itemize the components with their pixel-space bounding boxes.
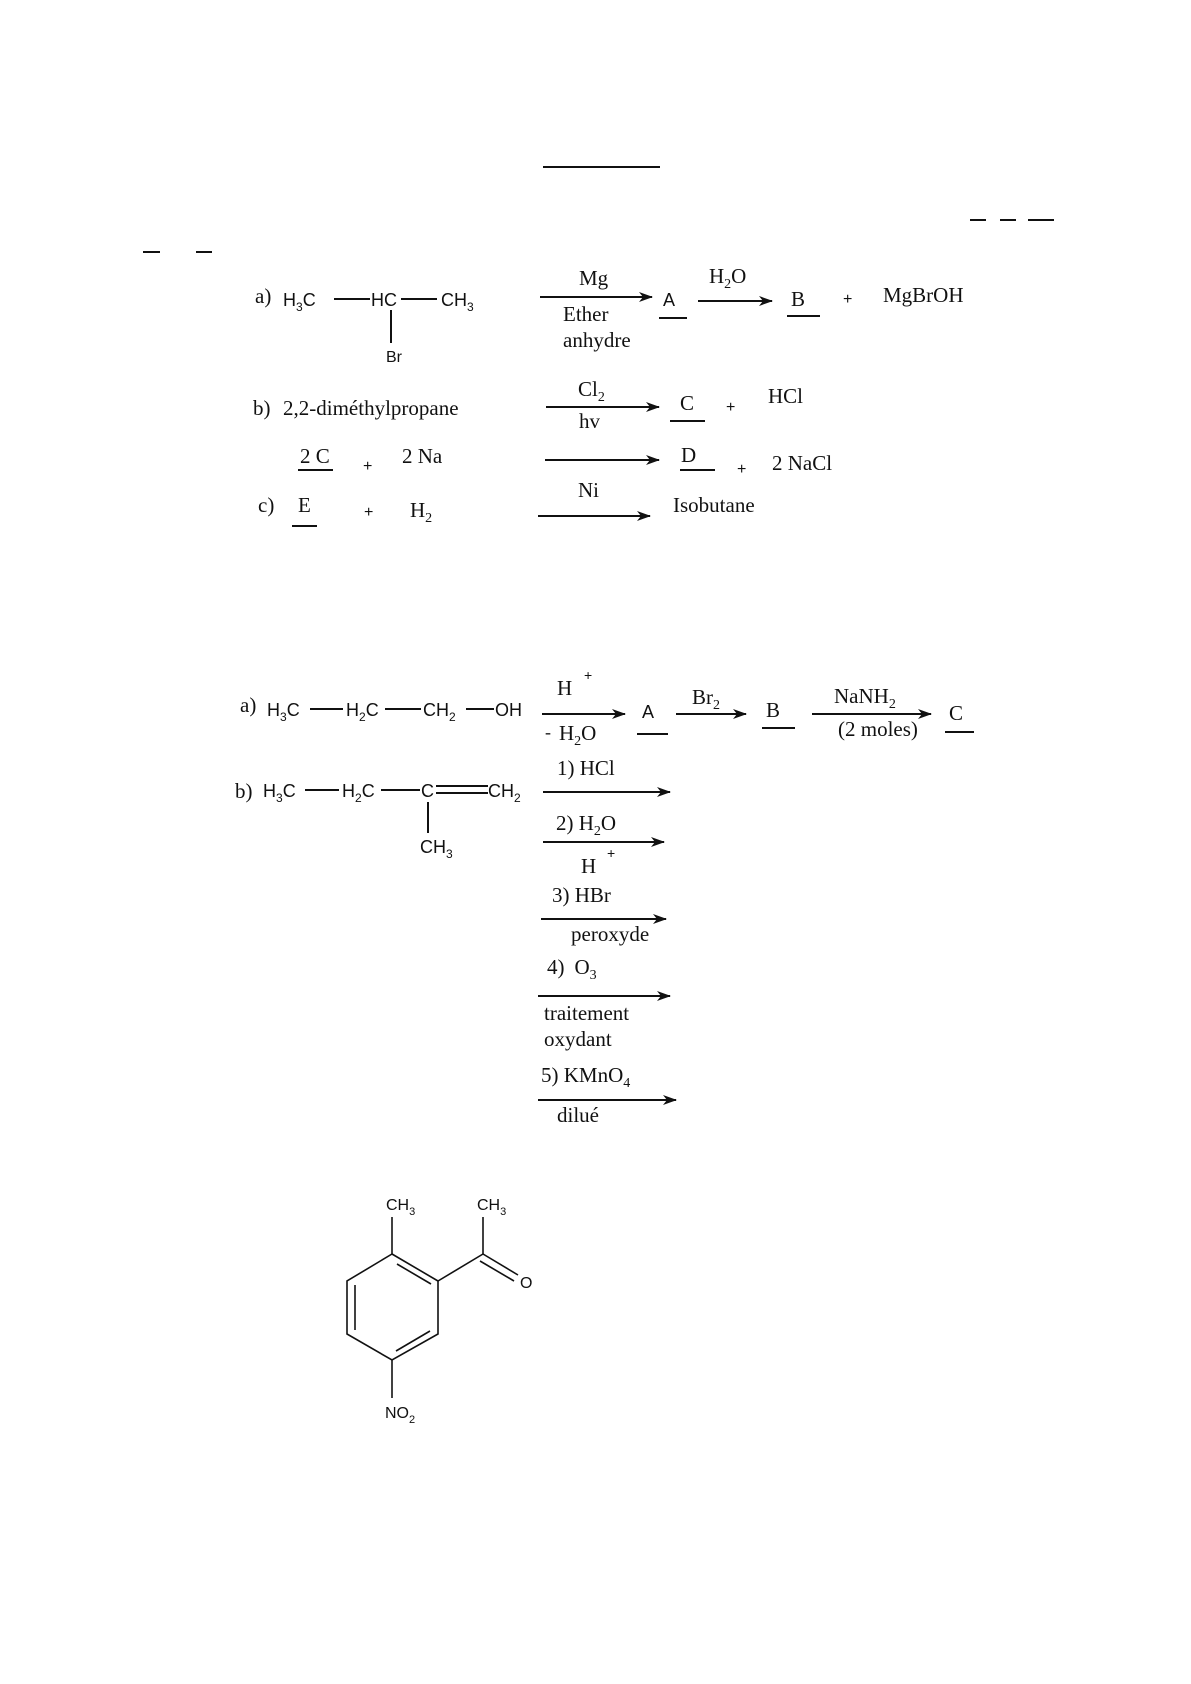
ex2-b-step2: 2) $H_2O$ <box>556 811 617 839</box>
ex2-a-moles: (2 moles) <box>838 717 918 741</box>
ex2-b-step2-acid: H <box>581 854 597 878</box>
ex1-b-hcl: HCl <box>768 384 804 408</box>
ex1-b-reactant: 2,2-diméthylpropane <box>283 396 459 420</box>
ex1-b-product-d: D <box>681 443 697 467</box>
exercise-3-structure <box>347 1197 532 1426</box>
ex2-b-ch2: $CH_2$ <box>488 781 521 805</box>
ex2-b-h3c: $H_3C$ <box>263 781 296 805</box>
ex3-oxygen: O <box>520 1275 533 1292</box>
ex1-b-cl2: $Cl_2$ <box>578 377 605 405</box>
ex2-b-h2c: $H_2C$ <box>342 781 375 805</box>
ex1-a-product-b: B <box>791 287 806 311</box>
ex1-a-hc: HC <box>371 290 397 310</box>
ex1-c-h2: $H_2$ <box>410 498 433 526</box>
ex2-b-step3: 3) HBr <box>552 883 611 907</box>
ex1-b-product-c: C <box>680 391 695 415</box>
benzene-ring <box>347 1254 438 1360</box>
ex2-a-label: a) <box>240 693 257 717</box>
ex1-b-hv: hv <box>579 409 600 433</box>
exercise-2 <box>235 667 974 1127</box>
ex2-a-water: $H_2O$ <box>559 721 597 749</box>
ex1-c-isobutane: Isobutane <box>673 493 755 517</box>
ex1-a-ch3: $CH_3$ <box>441 290 474 314</box>
ex2-b-step3-cond: peroxyde <box>571 922 650 946</box>
ex2-b-ch3: $CH_3$ <box>420 837 453 861</box>
ex1-a-ether: Ether <box>563 302 609 326</box>
ex2-b-step5-cond: dilué <box>557 1103 599 1127</box>
ex1-a-reagent-mg: Mg <box>579 266 609 290</box>
ex1-a-label: a) <box>255 284 272 308</box>
ex1-a-br: Br <box>386 349 402 366</box>
ex1-reaction-a <box>255 264 964 366</box>
ex2-a-product-c: C <box>949 701 964 725</box>
ex2-b-step5: 5) KMnO$_4$ <box>541 1063 631 1091</box>
ex2-reaction-b <box>235 756 676 1127</box>
ex1-c-ni: Ni <box>578 478 599 502</box>
ex1-a-plus: + <box>843 291 853 308</box>
ex2-a-h3c: $H_3C$ <box>267 700 300 724</box>
ex1-b-2na: 2 Na <box>402 444 443 468</box>
ex3-no2: $NO_2$ <box>385 1405 416 1426</box>
ex2-a-acid: H <box>557 676 573 700</box>
ex2-b-step4-cond-1: traitement <box>544 1001 630 1025</box>
ex1-b-label: b) <box>253 396 271 420</box>
ex2-a-minus: - <box>545 722 551 742</box>
ex1-a-product-a: A <box>663 290 676 310</box>
ex2-a-nanh2: NaNH$_2$ <box>834 684 896 712</box>
ex2-b-step2-charge: + <box>607 845 616 861</box>
ex1-reaction-b <box>253 377 832 478</box>
ex2-a-ch2: $CH_2$ <box>423 700 456 724</box>
ex1-c-label: c) <box>258 493 275 517</box>
exercise-1 <box>253 264 964 526</box>
ex2-reaction-a <box>240 667 974 749</box>
ex3-ch3-left: $CH_3$ <box>386 1197 416 1218</box>
ex1-a-anhydre: anhydre <box>563 328 631 352</box>
ex2-b-step4-cond-2: oxydant <box>544 1027 612 1051</box>
ex1-a-water: $H_2O$ <box>709 264 747 292</box>
ex2-a-product-b: B <box>766 698 781 722</box>
ex1-a-h3c: $H_3C$ <box>283 290 316 314</box>
ex1-c-plus: + <box>364 504 374 521</box>
ex1-b-plus-1: + <box>726 399 736 416</box>
ex1-b-wurtz-2c: 2 C <box>300 444 330 468</box>
ex1-b-plus-3: + <box>737 461 747 478</box>
header-blanks <box>143 167 1054 252</box>
ex2-b-step1: 1) HCl <box>557 756 615 780</box>
ex1-b-2nacl: 2 NaCl <box>772 451 833 475</box>
ex1-a-mgbroh: MgBrOH <box>883 283 964 307</box>
ex2-a-acid-charge: + <box>584 667 593 683</box>
ex3-ch3-right: $CH_3$ <box>477 1197 507 1218</box>
ex2-b-c-center: C <box>421 781 434 801</box>
ex2-a-product-a: A <box>642 702 655 722</box>
ex2-a-oh: OH <box>495 700 522 720</box>
ex2-b-step4: 4) $O_3$ <box>547 955 597 983</box>
ex1-b-plus-2: + <box>363 458 373 475</box>
ex2-a-h2c: $H_2C$ <box>346 700 379 724</box>
ex2-a-br2: $Br_2$ <box>692 685 720 713</box>
ex2-b-label: b) <box>235 779 253 803</box>
ex1-reaction-c <box>258 478 755 526</box>
ex1-c-reactant-e: E <box>298 493 311 517</box>
